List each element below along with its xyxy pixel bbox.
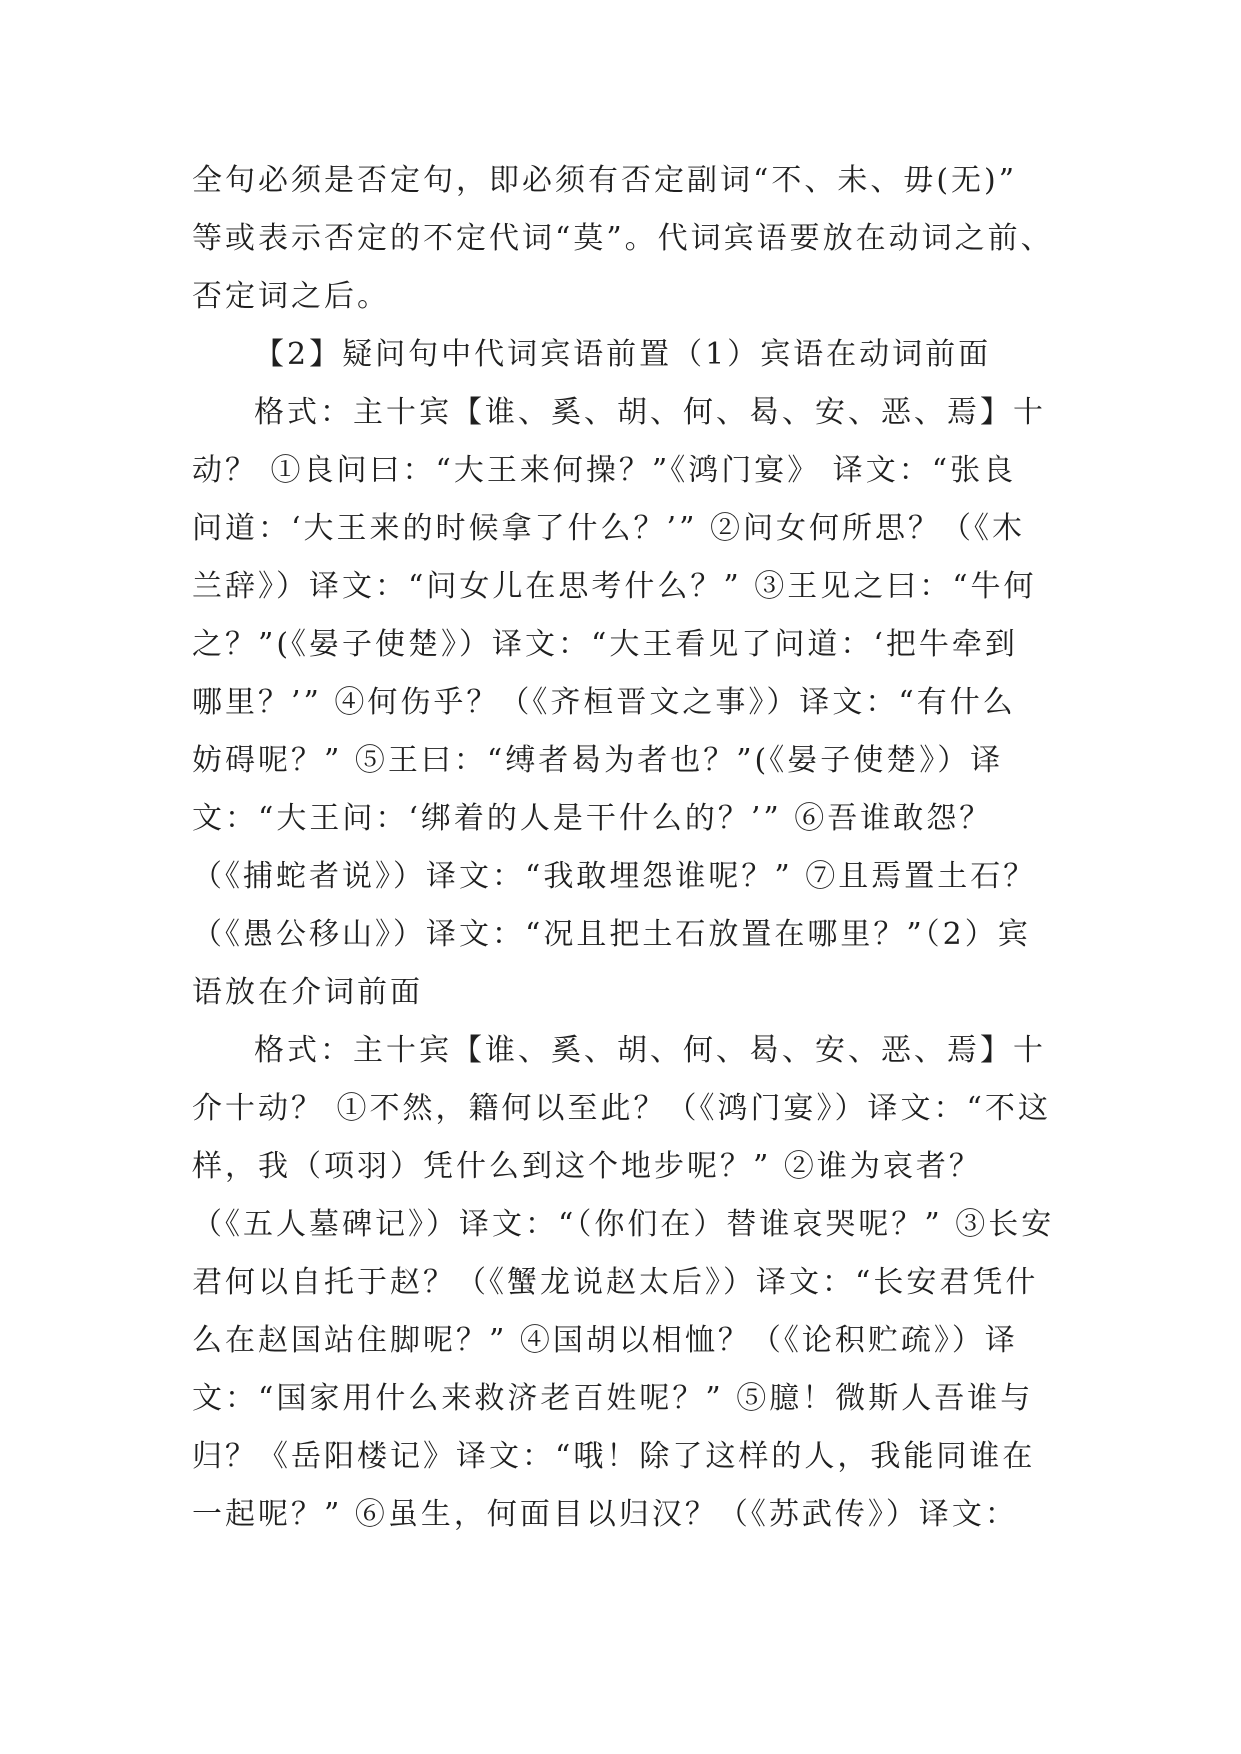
text-line: 文：“大王问：‘绑着的人是干什么的？’” ⑥吾谁敢怨？ (192, 801, 993, 836)
text-line: 样，我（项羽）凭什么到这个地步呢？” ②谁为哀者？ (192, 1149, 982, 1184)
text-line: 之？”(《晏子使楚》）译文：“大王看见了问道：‘把牛牵到 (192, 627, 1018, 662)
document-body (192, 152, 1072, 1544)
text-line: （《捕蛇者说》）译文：“我敢埋怨谁呢？” ⑦且焉置土石？ (192, 859, 1037, 894)
text-line: （《五人墓碑记》）译文：“（你们在）替谁哀哭呢？” ③长安 (192, 1207, 1055, 1242)
text-line: 文：“国家用什么来救济老百姓呢？” ⑤臆！微斯人吾谁与 (192, 1381, 1034, 1416)
text-line: 兰辞》）译文：“问女儿在思考什么？” ③王见之曰：“牛何 (192, 569, 1037, 604)
text-line: 哪里？’” ④何伤乎？（《齐桓晋文之事》）译文：“有什么 (192, 685, 1016, 720)
text-line: 么在赵国站住脚呢？” ④国胡以相恤？（《论积贮疏》）译 (192, 1323, 1018, 1358)
text-line: 格式：主十宾【谁、奚、胡、何、曷、安、恶、焉】十 (254, 395, 1046, 430)
text-line: 动？ ①良问曰：“大王来何操？”《鸿门宴》 译文：“张良 (192, 453, 1017, 488)
text-line: 归？《岳阳楼记》译文：“哦！除了这样的人，我能同谁在 (192, 1439, 1036, 1474)
text-line: 妨碍呢？” ⑤王曰：“缚者曷为者也？”(《晏子使楚》）译 (192, 743, 1004, 778)
section-heading: 【2】疑问句中代词宾语前置（1）宾语在动词前面 (254, 337, 992, 372)
text-line: 介十动？ ①不然，籍何以至此？（《鸿门宴》）译文：“不这 (192, 1091, 1051, 1126)
text-line: 等或表示否定的不定代词“莫”。代词宾语要放在动词之前、 (192, 221, 1054, 256)
text-line: 全句必须是否定句，即必须有否定副词“不、未、毋(无)” (192, 163, 1018, 198)
text-line: 一起呢？” ⑥虽生，何面目以归汉？（《苏武传》）译文： (192, 1497, 1018, 1532)
text-line: 格式：主十宾【谁、奚、胡、何、曷、安、恶、焉】十 (254, 1033, 1046, 1068)
text-line: 君何以自托于赵？（《蟹龙说赵太后》）译文：“长安君凭什 (192, 1265, 1039, 1300)
text-line: 问道：‘大王来的时候拿了什么？’” ②问女何所思？（《木 (192, 511, 1025, 546)
text-line: （《愚公移山》）译文：“况且把土石放置在哪里？”（2）宾 (192, 917, 1031, 952)
text-line: 语放在介词前面 (192, 975, 423, 1010)
text-line: 否定词之后。 (192, 279, 390, 314)
